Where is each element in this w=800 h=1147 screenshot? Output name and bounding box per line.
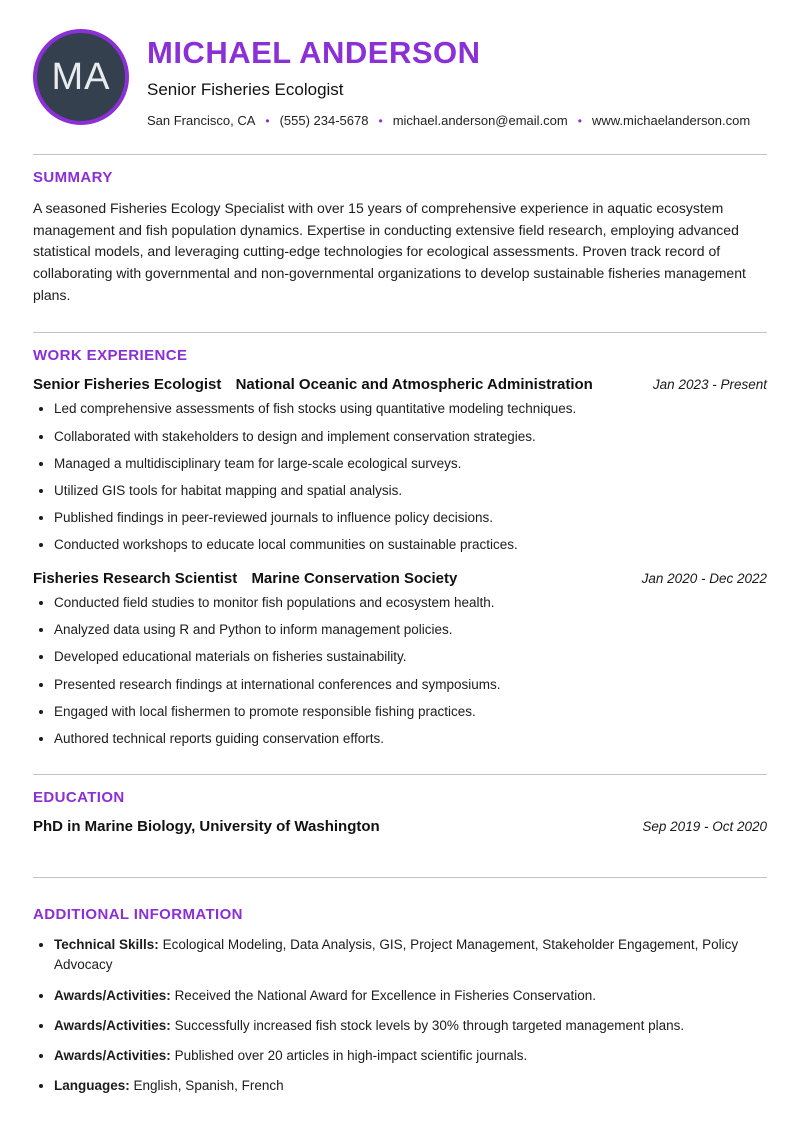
info-item-label: Languages:: [54, 1078, 130, 1094]
work-experience-heading: WORK EXPERIENCE: [33, 347, 188, 365]
bullet-item: • Managed a multidisciplinary team for large-scale ecological surveys.: [54, 454, 767, 474]
info-item-label: Awards/Activities:: [54, 1048, 171, 1064]
job-company: Marine Conservation Society: [251, 570, 458, 588]
info-item: [54, 986, 744, 1006]
bullet-item: • Analyzed data using R and Python to inform management policies.: [54, 620, 767, 640]
avatar-initials: MA: [51, 55, 111, 98]
contact-separator: •: [265, 113, 270, 128]
job-entry: [33, 376, 767, 554]
section-work-experience: [33, 332, 767, 748]
avatar: [33, 29, 129, 125]
info-item: [54, 935, 744, 976]
info-item-text: Published over 20 articles in high-impact scientific journals.: [174, 1048, 528, 1064]
info-item-text: Ecological Modeling, Data Analysis, GIS, Project Management, Stakeholder Engagement, Policy Advocacy: [54, 937, 739, 973]
info-item-text: Received the National Award for Excellence in Fisheries Conservation.: [174, 987, 597, 1003]
contact-phone: (555) 234-5678: [279, 113, 369, 128]
additional-info-list: [33, 935, 767, 1097]
job-dates: Jan 2023 - Present: [652, 377, 767, 393]
bullet-item: • Conducted field studies to monitor fish populations and ecosystem health.: [54, 593, 767, 613]
job-header: [33, 376, 767, 393]
education-entry: [33, 818, 767, 851]
bullet-item: • Conducted workshops to educate local communities on sustainable practices.: [54, 535, 767, 555]
job-company: National Oceanic and Atmospheric Administration: [235, 376, 593, 394]
info-item-text: Successfully increased fish stock levels by 30% through targeted management plans.: [174, 1017, 685, 1033]
header-text: [147, 25, 750, 128]
info-item-label: Awards/Activities:: [54, 987, 171, 1003]
job-dates: Jan 2020 - Dec 2022: [641, 571, 767, 587]
education-heading: EDUCATION: [33, 789, 125, 807]
job-title: Fisheries Research Scientist: [33, 570, 238, 588]
contact-separator: •: [577, 113, 582, 128]
bullet-item: • Engaged with local fishermen to promote responsible fishing practices.: [54, 702, 767, 722]
info-item-label: Technical Skills:: [54, 937, 159, 953]
additional-information-heading: ADDITIONAL INFORMATION: [33, 906, 243, 924]
job-entry: [33, 570, 767, 748]
section-education: [33, 774, 767, 851]
contact-row: [147, 113, 750, 128]
bullet-item: • Presented research findings at international conferences and symposiums.: [54, 675, 767, 695]
education-dates: Sep 2019 - Oct 2020: [642, 819, 767, 835]
summary-text: A seasoned Fisheries Ecology Specialist with over 15 years of comprehensive experience in aquatic ecosystem management and fish population dynamics. Expertise in conducting extensive field research, employing advanced statistical models, and leveraging cutting-edge technologies for ecological assessments. Proven track record of collaborating with governmental and non-governmental organizations to develop sustainable fisheries management plans.: [33, 200, 746, 303]
bullet-item: • Published findings in peer-reviewed journals to influence policy decisions.: [54, 508, 767, 528]
bullet-item: • Utilized GIS tools for habitat mapping and spatial analysis.: [54, 481, 767, 501]
info-item-text: English, Spanish, French: [133, 1078, 284, 1094]
contact-separator: •: [378, 113, 383, 128]
bullet-item: • Developed educational materials on fisheries sustainability.: [54, 647, 767, 667]
candidate-name: MICHAEL ANDERSON: [147, 35, 481, 70]
job-bullet-list: [33, 399, 767, 554]
section-additional-information: [33, 877, 767, 1097]
bullet-item: • Authored technical reports guiding conservation efforts.: [54, 729, 767, 749]
job-bullet-list: [33, 593, 767, 748]
bullet-item: • Led comprehensive assessments of fish stocks using quantitative modeling techniques.: [54, 399, 767, 419]
candidate-title: Senior Fisheries Ecologist: [147, 80, 344, 99]
contact-website: www.michaelanderson.com: [591, 113, 751, 128]
contact-location: San Francisco, CA: [147, 113, 256, 128]
job-title: Senior Fisheries Ecologist: [33, 376, 222, 394]
education-degree: PhD in Marine Biology, University of Washington: [33, 818, 380, 836]
info-item: [54, 1076, 744, 1096]
contact-email: michael.anderson@email.com: [392, 113, 568, 128]
job-title-company: [33, 376, 593, 393]
bullet-item: • Collaborated with stakeholders to design and implement conservation strategies.: [54, 427, 767, 447]
summary-heading: SUMMARY: [33, 169, 113, 186]
section-summary: [33, 154, 767, 306]
job-header: [33, 570, 767, 587]
resume-header: [33, 25, 767, 128]
info-item-label: Awards/Activities:: [54, 1017, 171, 1033]
job-title-company: [33, 570, 457, 587]
info-item: [54, 1016, 744, 1036]
info-item: [54, 1046, 744, 1066]
